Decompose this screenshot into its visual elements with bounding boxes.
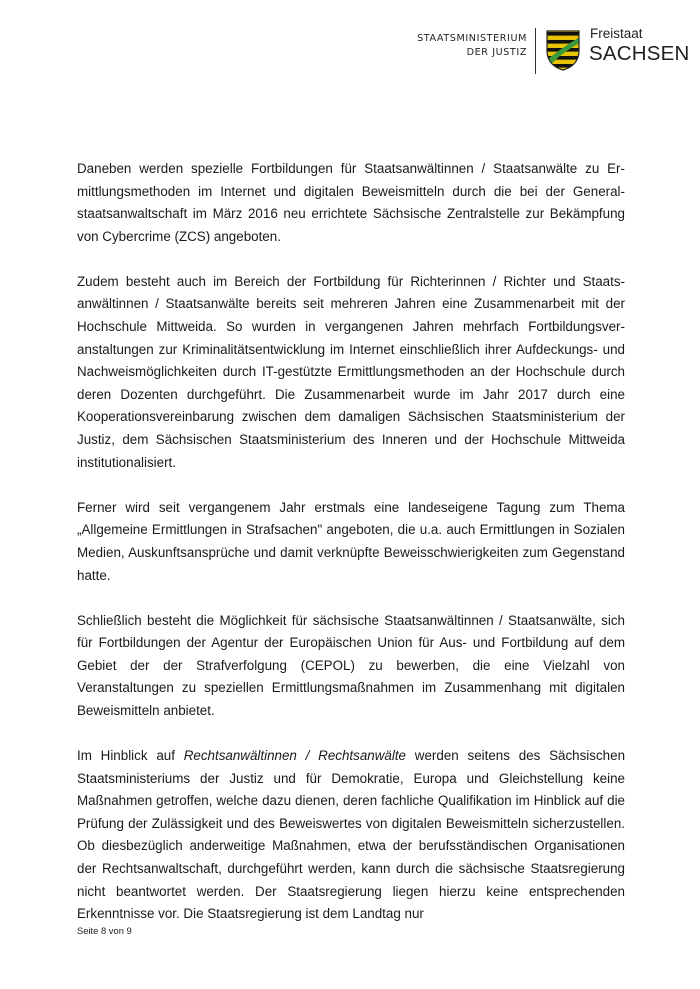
- paragraph-5-emphasis: Rechtsanwältinnen / Rechtsanwälte: [183, 748, 407, 764]
- paragraph-5: [77, 745, 625, 926]
- state-label-small: Freistaat: [590, 26, 643, 41]
- letter-body: [77, 158, 625, 926]
- saxony-coat-of-arms-icon: [545, 29, 581, 71]
- ministry-line-1: STAATSMINISTERIUM: [417, 33, 527, 44]
- paragraph-2: Zudem besteht auch im Bereich der Fortbildung für Richterinnen / Richter und Staatsanwältinnen / Staatsanwälte bereits seit mehreren Jahren eine Zusammenarbeit mit der Hochschule Mittweida. So wurden in vergangenen Jahren mehrfach Fortbildungsveranstaltungen zur Kriminalitätsentwicklung im Internet einschließlich ihrer Aufdeckungs- und Nachweismöglichkeiten durch IT-gestützte Ermittlungsmethoden an der Hochschule durch deren Dozenten durchgeführt. Die Zusammenarbeit wurde im Jahr 2017 durch eine Kooperationsvereinbarung zwischen dem damaligen Sächsischen Staatsministerium der Justiz, dem Sächsischen Staatsministerium des Inneren und der Hochschule Mittweida institutionalisiert.: [77, 273, 625, 470]
- letterhead: [400, 26, 700, 82]
- ministry-line-2: DER JUSTIZ: [466, 47, 527, 58]
- paragraph-5-rest: werden seitens des Sächsischen Staatsministeriums der Justiz und für Demokratie, Europa und Gleichstellung keine Maßnahmen getroffen, welche dazu dienen, deren fachliche Qualifikation im Hinblick auf die Prüfung der Zulässigkeit und des Beweiswertes von digitalen Beweismitteln sicherzustellen. Ob diesbezüglich anderweitige Maßnahmen, etwa der berufsständischen Organisationen der Rechtsanwaltschaft, durchgeführt werden, kann durch die sächsische Staatsregierung nicht beantwortet werden. Der Staatsregierung liegen hierzu keine entsprechenden Erkenntnisse vor. Die Staatsregierung ist dem Landtag nur: [77, 748, 626, 922]
- paragraph-1: Daneben werden spezielle Fortbildungen für Staatsanwältinnen / Staatsanwälte zu Ermittlungsmethoden im Internet und digitalen Beweismitteln durch die bei der Generalstaatsanwaltschaft im März 2016 neu errichtete Sächsische Zentralstelle zur Bekämpfung von Cybercrime (ZCS) angeboten.: [77, 161, 625, 244]
- page-number: Seite 8 von 9: [77, 925, 132, 936]
- state-label-large: SACHSEN: [589, 42, 690, 65]
- ministry-name: [417, 32, 527, 60]
- paragraph-4: Schließlich besteht die Möglichkeit für sächsische Staatsanwältinnen / Staatsanwälte, sich für Fortbildungen der Agentur der Europäischen Union für Aus- und Fortbildung auf dem Gebiet der der Strafverfolgung (CEPOL) zu bewerben, die eine Vielzahl von Veranstaltungen zu speziellen Ermittlungsmaßnahmen im Zusammenhang mit digitalen Beweismitteln anbietet.: [77, 612, 625, 718]
- letterhead-divider: [535, 28, 536, 74]
- paragraph-3: Ferner wird seit vergangenem Jahr erstmals eine landeseigene Tagung zum Thema „Allgemeine Ermittlungen in Strafsachen" angeboten, die u.a. auch Ermittlungen in Sozialen Medien, Auskunftsansprüche und damit verknüpfte Beweisschwierigkeiten zum Gegenstand hatte.: [77, 499, 625, 583]
- paragraph-5-lead: Im Hinblick auf: [77, 748, 184, 764]
